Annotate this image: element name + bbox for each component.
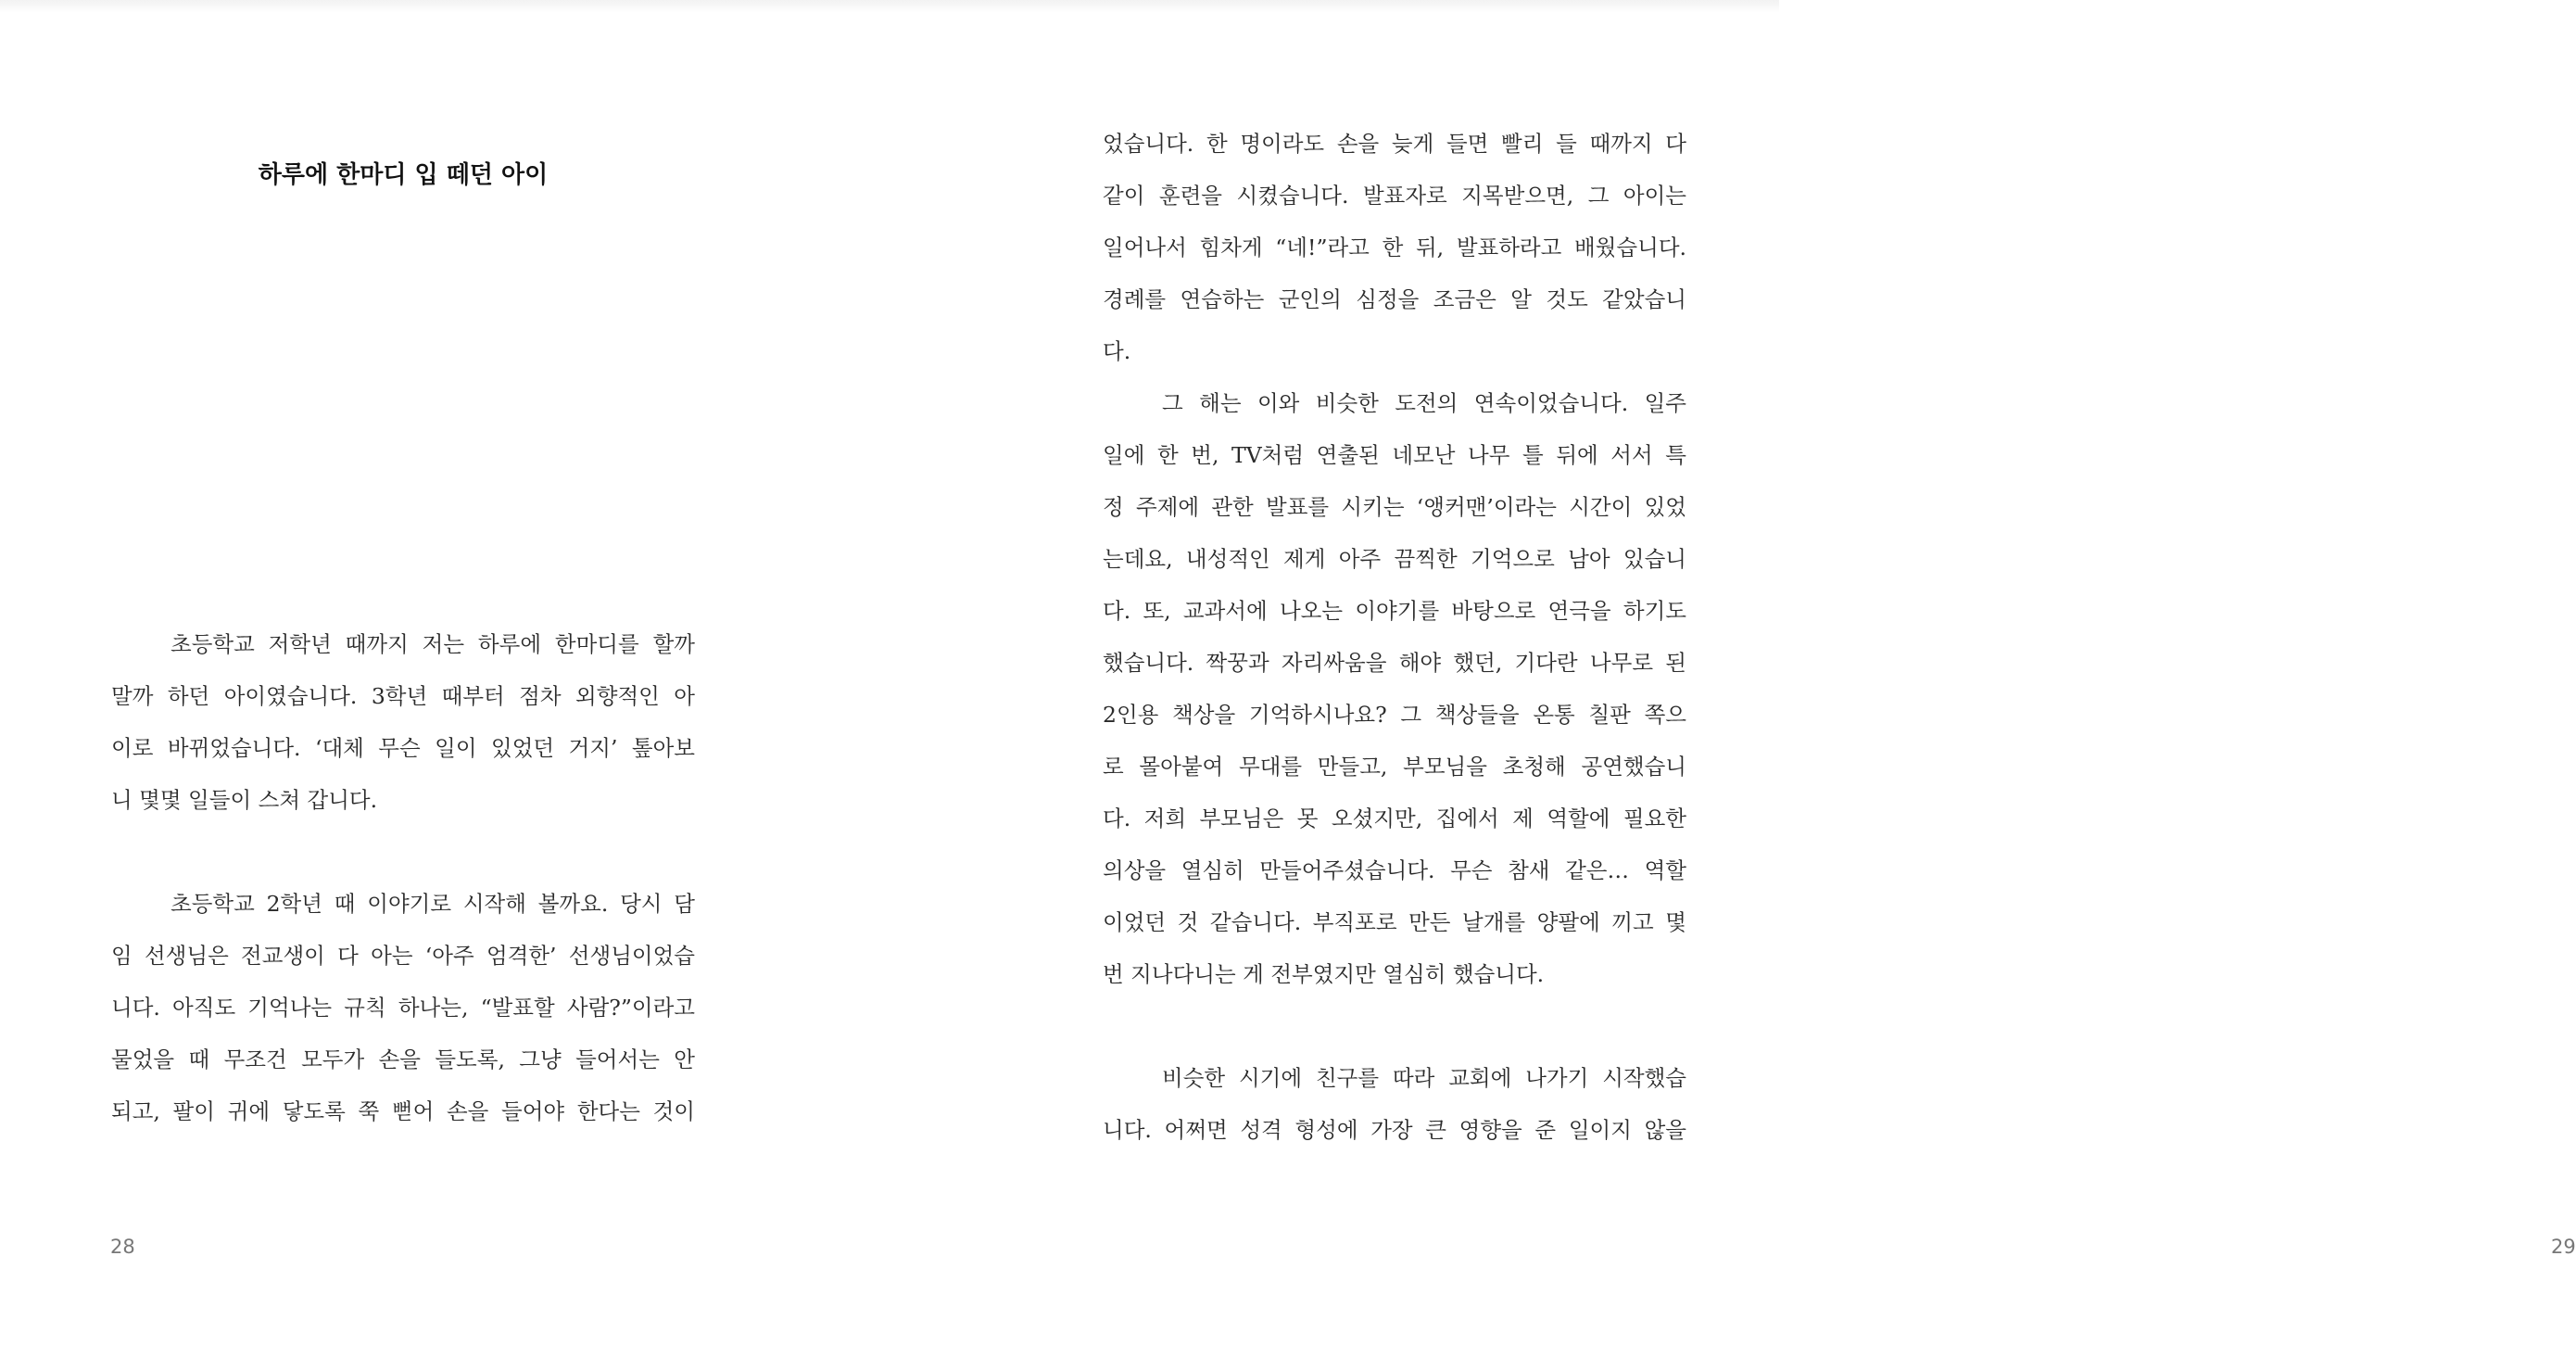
text-line: 니다. 아직도 기억나는 규칙 하나는, “발표할 사람?”이라고 [111,995,695,1021]
text-line: 이로 바뀌었습니다. ‘대체 무슨 일이 있었던 거지’ 톺아보 [111,735,695,761]
page-number: 29 [2551,1236,2576,1258]
text-line: 물었을 때 무조건 모두가 손을 들도록, 그냥 들어서는 안 [111,1047,695,1072]
text-line: 다. 저희 부모님은 못 오셨지만, 집에서 제 역할에 필요한 [1103,806,1686,831]
paragraph [111,618,695,826]
text-line: 정 주제에 관한 발표를 시키는 ‘앵커맨’이라는 시간이 있었 [1103,494,1686,520]
text-line: 초등학교 저학년 때까지 저는 하루에 한마디를 할까 [170,631,695,657]
paragraph [1103,1052,1686,1156]
text-line: 경례를 연습하는 군인의 심정을 조금은 알 것도 같았습니 [1103,286,1686,312]
text-line: 했습니다. 짝꿍과 자리싸움을 해야 했던, 기다란 나무로 된 [1103,650,1686,676]
text-line: 다. 또, 교과서에 나오는 이야기를 바탕으로 연극을 하기도 [1103,598,1686,624]
text-line: 니다. 어쩌면 성격 형성에 가장 큰 영향을 준 일이지 않을 [1103,1117,1686,1143]
text-line: 의상을 열심히 만들어주셨습니다. 무슨 참새 같은… 역할 [1103,857,1686,883]
text-line: 번 지나다니는 게 전부였지만 열심히 했습니다. [1103,961,1545,987]
paragraph [111,878,695,1137]
text-line: 같이 훈련을 시켰습니다. 발표자로 지목받으면, 그 아이는 [1103,183,1686,209]
text-line: 는데요, 내성적인 제게 아주 끔찍한 기억으로 남아 있습니 [1103,546,1686,572]
text-line: 임 선생님은 전교생이 다 아는 ‘아주 엄격한’ 선생님이었습 [111,943,695,969]
text-line: 었습니다. 한 명이라도 손을 늦게 들면 빨리 들 때까지 다 [1103,131,1686,157]
text-line: 2인용 책상을 기억하시나요? 그 책상들을 온통 칠판 쪽으 [1103,702,1686,728]
right-body-text [1103,118,1686,1156]
paragraph-gap [111,826,695,878]
text-line: 로 몰아붙여 무대를 만들고, 부모님을 초청해 공연했습니 [1103,754,1686,780]
paragraph-gap [1103,1000,1686,1052]
text-line: 니 몇몇 일들이 스쳐 갑니다. [111,787,378,813]
text-line: 일어나서 힘차게 “네!”라고 한 뒤, 발표하라고 배웠습니다. [1103,235,1686,260]
text-line: 말까 하던 아이였습니다. 3학년 때부터 점차 외향적인 아 [111,683,695,709]
text-line: 초등학교 2학년 때 이야기로 시작해 볼까요. 당시 담 [170,891,695,917]
paragraph [1103,118,1686,377]
left-body-text [111,618,695,1137]
right-page [890,0,2576,1370]
page-number: 28 [110,1236,135,1258]
paragraph [1103,377,1686,1000]
text-line: 되고, 팔이 귀에 닿도록 쭉 뻗어 손을 들어야 한다는 것이 [111,1098,695,1124]
text-line: 다. [1103,338,1131,364]
left-page [0,0,890,1370]
text-line: 비슷한 시기에 친구를 따라 교회에 나가기 시작했습 [1162,1065,1686,1091]
chapter-title: 하루에 한마디 입 떼던 아이 [258,161,549,189]
text-line: 이었던 것 같습니다. 부직포로 만든 날개를 양팔에 끼고 몇 [1103,909,1686,935]
text-line: 일에 한 번, TV처럼 연출된 네모난 나무 틀 뒤에 서서 특 [1103,442,1686,468]
text-line: 그 해는 이와 비슷한 도전의 연속이었습니다. 일주 [1162,390,1686,416]
